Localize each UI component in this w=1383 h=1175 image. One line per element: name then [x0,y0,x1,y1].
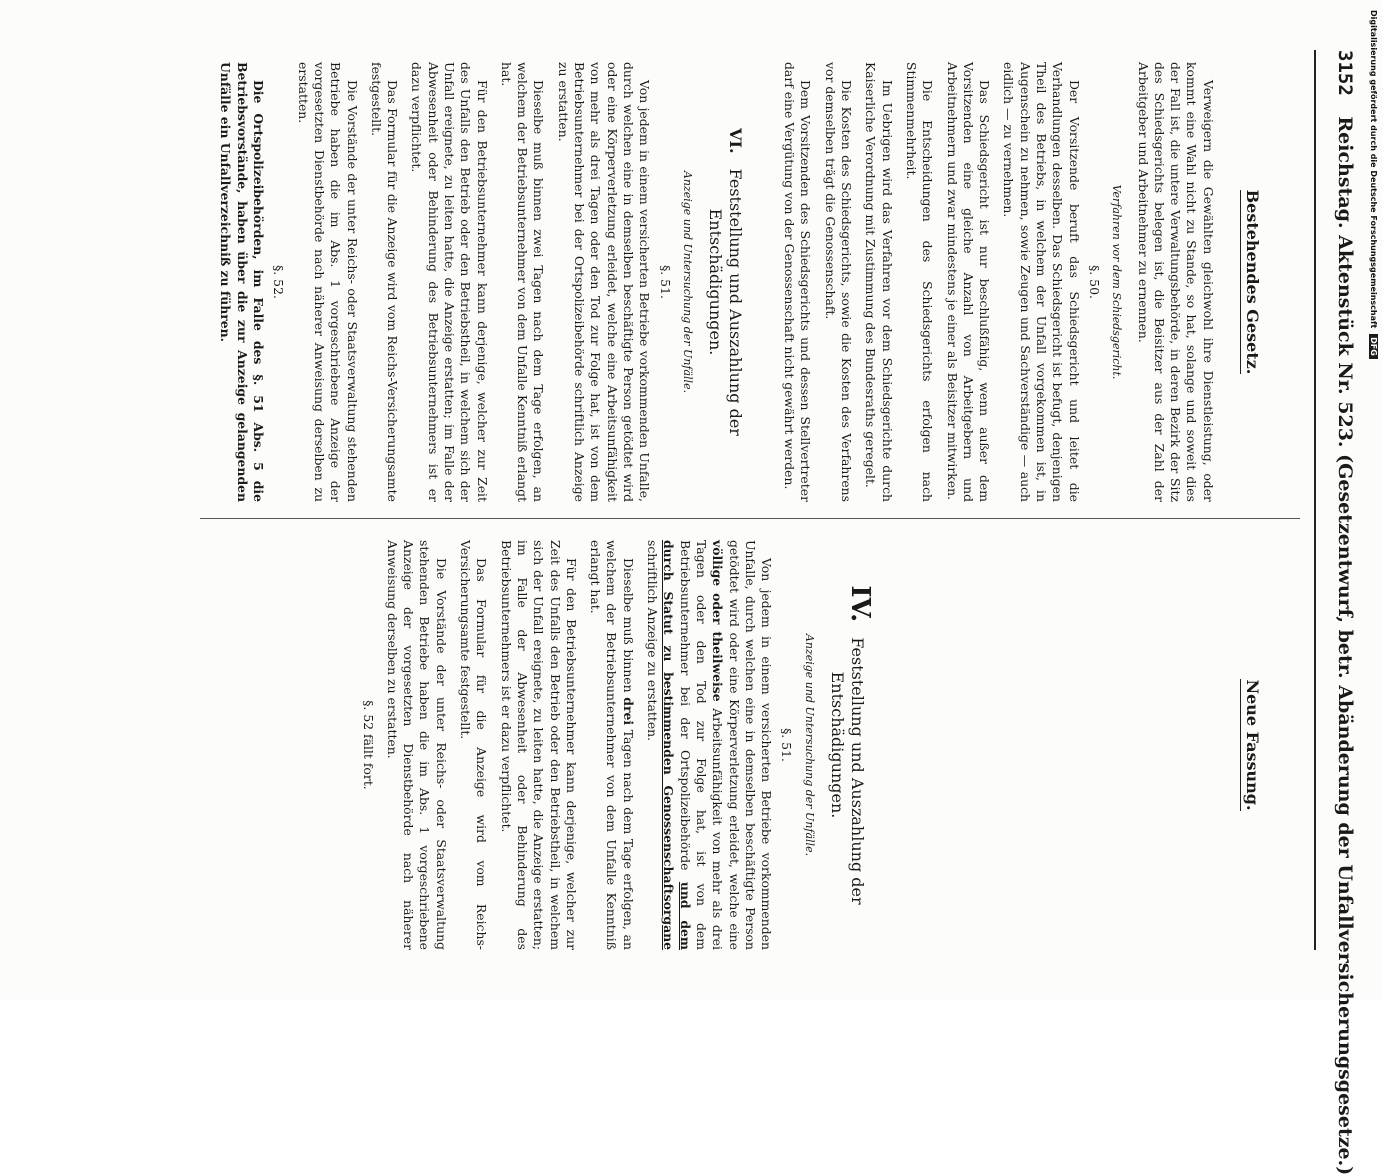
paragraph: Der Vorsitzende beruft das Schiedsgericht und leitet die Verhandlungen desselben. Das Schiedsgericht ist befugt, denjenigen Theil des Betriebs, in welchem der Unfall vorgekommen ist, in Augenschein zu nehmen, sowie Zeugen und Sachverständige — auch eidlich — zu vernehmen. [1001,62,1082,502]
section-number: VI. [725,128,745,154]
right-column [355,540,1260,950]
emphasized-text: drei [620,697,636,726]
paragraph: Dem Vorsitzenden des Schiedsgerichts und dessen Stellvertreter darf eine Vergütung von der Genossenschaft nicht gewährt werden. [782,62,814,502]
subheading: Anzeige und Untersuchung der Unfälle. [680,170,694,394]
right-column-heading: Neue Fassung. [1244,540,1260,950]
paragraph: Für den Betriebsunternehmer kann derjenige, welcher zur Zeit des Unfalls den Betrieb oder den Betriebstheil, in welchem sich der Unfall ereignete, zu leiten hatte, die Anzeige erstatten; im Falle der Abwesenheit oder Behinderung des Betriebsunternehmers ist er dazu verpflichtet. [498,540,579,950]
section-number: IV. [844,585,875,623]
paragraph: Dieselbe muß binnen zwei Tagen nach dem Tage erfolgen, an welchem der Betriebsunternehmer von dem Unfalle Kenntniß erlangt hat. [498,62,547,502]
paragraph: Das Formular für die Anzeige wird vom Reichs-Versicherungsamte festgestellt. [458,540,490,950]
section-sign: §. 52. [271,265,287,299]
dfg-logo: DFG [1369,334,1378,359]
paragraph: Im Uebrigen wird das Verfahren vor dem Schiedsgerichte durch Kaiserliche Verordnung mit Zustimmung des Bundesraths geregelt. [863,62,895,502]
section-sign: §. 51. [779,728,795,762]
left-column [209,62,1260,502]
column-spacer [906,540,1216,950]
paragraph: Von jedem in einem versicherten Betriebe vorkommenden Unfalle, durch welchen eine in demselben beschäftigte Person getödtet wird oder eine Körperverletzung erleidet, welche eine Arbeitsunfähigkeit von mehr als drei Tagen oder den Tod zur Folge hat, ist von dem Betriebsunternehmer bei der Ortspolizeibehörde schriftlich Anzeige zu erstatten. [555,62,653,502]
paragraph: Dieselbe muß binnen drei Tagen nach dem Tage erfolgen, an welchem der Betriebsunternehmer von dem Unfalle Kenntniß erlangt hat. [588,540,636,950]
left-column-heading: Bestehendes Gesetz. [1244,62,1260,502]
page-header [1314,50,1356,1175]
paragraph: Die Entscheidungen des Schiedsgerichts erfolgen nach Stimmenmehrheit. [903,62,936,502]
section-title [705,62,745,502]
section-sign: §. 51. [657,265,673,299]
document-page [60,40,1380,1175]
page-title: Reichstag. Aktenstück Nr. 523. (Gesetzentwurf, betr. Abänderung der Unfallversicherungsgesetze.) [1334,116,1356,1175]
digitization-credit [1369,10,1378,990]
paragraph: Das Schiedsgericht ist nur beschlußfähig, wenn außer dem Vorsitzenden eine gleiche Anzahl von Arbeitgebern und Arbeitnehmern und zwar mindestens je einer als Beisitzer mitwirken. [944,62,993,502]
paragraph: Das Formular für die Anzeige wird vom Reichs-Versicherungsamte festgestellt. [368,62,401,502]
paragraph: Von jedem in einem versicherten Betriebe vorkommenden Unfalle, durch welchen eine in demselben beschäftigte Person getödtet wird oder eine Körperverletzung erleidet, welche eine völlige oder theilweise Arbeitsunfähigkeit von mehr als drei Tagen oder den Tod zur Folge hat, ist von dem Betriebsunternehmer bei der Ortspolizeibehörde und dem durch Statut zu bestimmenden Genossenschaftsorgane schriftlich Anzeige zu erstatten. [645,540,775,950]
section-sign: §. 50. [1086,265,1102,299]
emphasized-text: und dem durch Statut zu bestimmenden Genossenschaftsorgane [661,540,693,950]
section-title [827,540,875,950]
emphasized-text: völlige oder theilweise [710,540,726,702]
paragraph: Die Vorstände der unter Reichs- oder Staatsverwaltung stehenden Betriebe haben die im Abs. 1 vorgeschriebene Anzeige der vorgesetzten Dienstbehörde nach näherer Anweisung derselben zu erstatten. [384,540,449,950]
paragraph: Verweigern die Gewählten gleichwohl ihre Dienstleistung, oder kommt eine Wahl nicht zu Stande, so hat, solange und soweit dies der Fall ist, die untere Verwaltungsbehörde, in deren Bezirk der Sitz des Schiedsgerichts belegen ist, die Beisitzer aus der Zahl der Arbeitgeber und Arbeitnehmer zu ernennen. [1135,62,1216,502]
section-title-text: Feststellung und Auszahlung der Entschädigungen. [705,168,745,436]
subheading: Verfahren vor dem Schiedsgericht. [1110,184,1124,380]
paragraph: Die Ortspolizeibehörden, im Falle des §. 51 Abs. 5 die Betriebsvorstände, haben über die zur Anzeige gelangenden Unfälle ein Unfallverzeichniß zu führen. [218,62,267,502]
paragraph: Die Kosten des Schiedsgerichts, sowie die Kosten des Verfahrens vor demselben trägt die Genossenschaft. [822,62,855,502]
column-divider [200,518,1300,519]
subheading: Anzeige und Untersuchung der Unfälle. [802,633,816,857]
section-note: §. 52 fällt fort. [360,700,376,790]
paragraph: Die Vorstände der unter Reichs- oder Staatsverwaltung stehenden Betriebe haben die im Abs. 1 vorgeschriebene Anzeige der vorgesetzten Dienstbehörde nach näherer Anweisung derselben zu erstatten. [295,62,360,502]
credit-text: Digitalisierung gefördert durch die Deutsche Forschungsgemeinschaft [1369,10,1378,329]
section-title-text: Feststellung und Auszahlung der Entschädigungen. [827,637,867,905]
paragraph: Für den Betriebsunternehmer kann derjenige, welcher zur Zeit des Unfalls den Betrieb oder den Betriebstheil, in welchem sich der Unfall ereignete, zu leiten hatte, die Anzeige erstatten; im Falle der Abwesenheit oder Behinderung des Betriebsunternehmers ist er dazu verpflichtet. [409,62,490,502]
page-number: 3152 [1334,50,1356,96]
